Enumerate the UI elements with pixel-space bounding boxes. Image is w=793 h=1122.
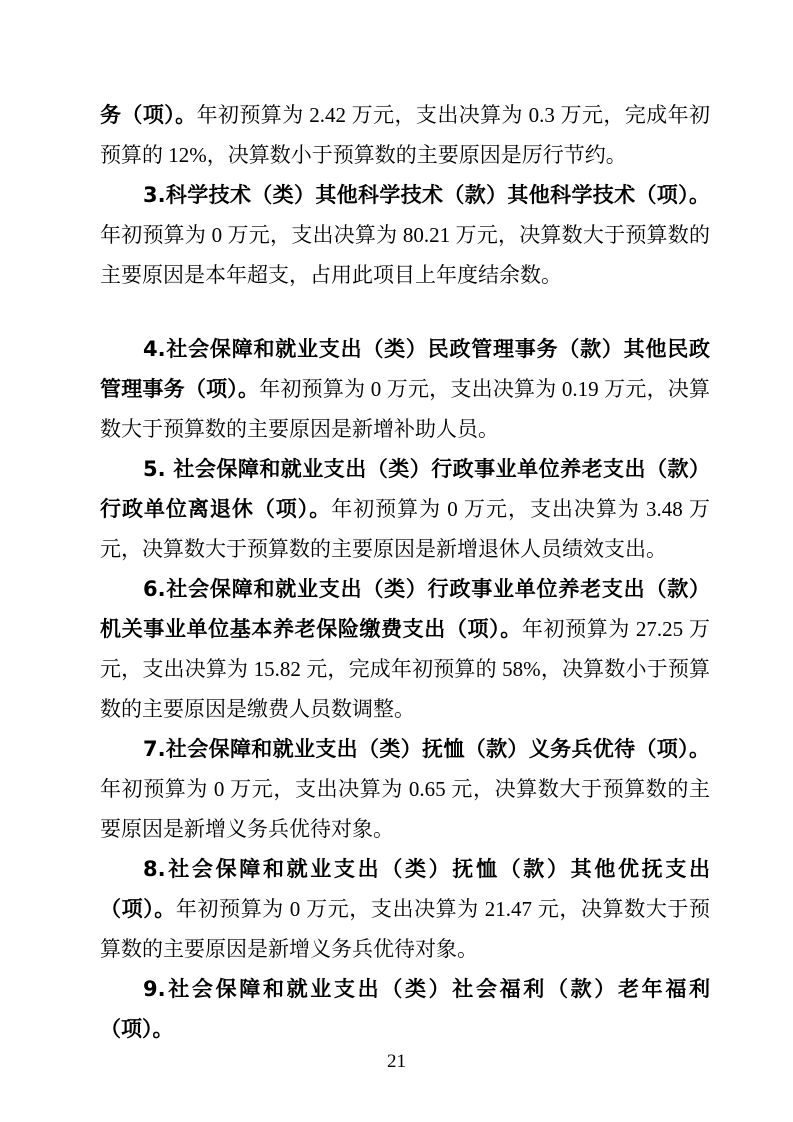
item-description: 年初预算为 2.42 万元，支出决算为 0.3 万元，完成年初预算的 12%，决算数小于预算数的主要原因是厉行节约。: [100, 103, 711, 167]
item-heading: 8.社会保障和就业支出（类）抚恤（款）其他优抚支出（项）。: [100, 857, 710, 921]
budget-item-paragraph: [100, 569, 710, 729]
page-number: 21: [387, 1051, 406, 1072]
item-heading: 6.社会保障和就业支出（类）行政事业单位养老支出（款）机关事业单位基本养老保险缴费支出（项）。: [100, 577, 710, 641]
item-heading: 5. 社会保障和就业支出（类）行政事业单位养老支出（款）行政单位离退休（项）。: [100, 457, 710, 521]
budget-item-paragraph: [100, 729, 710, 849]
item-heading: 9.社会保障和就业支出（类）社会福利（款）老年福利（项）。: [100, 977, 710, 1041]
item-description: 年初预算为 0 万元，支出决算为 80.21 万元，决算数大于预算数的主要原因是本年超支，占用此项目上年度结余数。: [100, 223, 710, 287]
document-body: [0, 95, 793, 1049]
budget-item-paragraph: [100, 449, 710, 569]
budget-item-paragraph: [100, 969, 710, 1049]
item-description: 年初预算为 27.25 万元，支出决算为 15.82 元，完成年初预算的 58%，决算数小于预算数的主要原因是缴费人员数调整。: [100, 617, 710, 721]
item-heading: 务（项）。: [100, 103, 197, 127]
budget-item-paragraph: [100, 849, 710, 969]
budget-item-paragraph: [100, 175, 710, 295]
item-description: 年初预算为 0 万元，支出决算为 3.48 万元，决算数大于预算数的主要原因是新增退休人员绩效支出。: [100, 497, 711, 561]
item-heading: 4.社会保障和就业支出（类）民政管理事务（款）其他民政管理事务（项）。: [100, 337, 710, 401]
budget-item-paragraph: [100, 95, 710, 175]
item-description: 年初预算为 0 万元，支出决算为 21.47 元，决算数大于预算数的主要原因是新增义务兵优待对象。: [100, 897, 711, 961]
item-heading: 3.科学技术（类）其他科学技术（款）其他科学技术（项）。: [143, 183, 710, 207]
budget-item-paragraph: [100, 329, 710, 449]
item-description: 年初预算为 0 万元，支出决算为 0.19 万元，决算数大于预算数的主要原因是新增补助人员。: [100, 377, 711, 441]
item-heading: 7.社会保障和就业支出（类）抚恤（款）义务兵优待（项）。: [143, 737, 710, 761]
item-description: 年初预算为 0 万元，支出决算为 0.65 元，决算数大于预算数的主要原因是新增义务兵优待对象。: [100, 777, 710, 841]
